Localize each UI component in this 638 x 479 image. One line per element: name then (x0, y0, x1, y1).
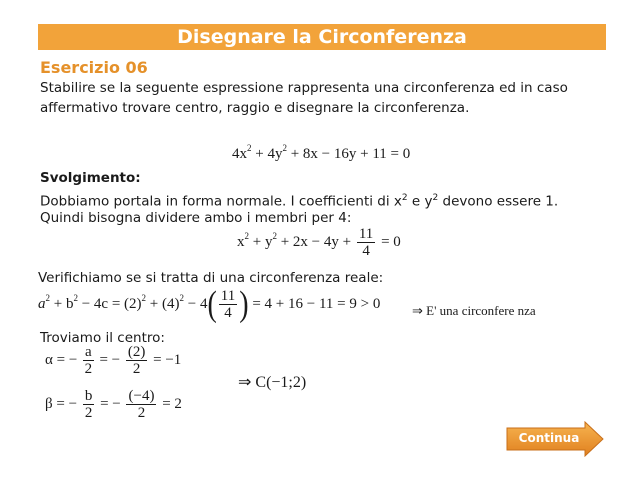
check-conclusion: ⇒ E' una circonfere nza (412, 303, 536, 318)
exercise-title: Esercizio 06 (40, 58, 148, 77)
solution-text-line2: Quindi bisogna dividere ambo i membri per 4: (40, 210, 352, 226)
solution-text-line1: Dobbiamo portala in forma normale. I coefficienti di $x^2$ e $y^2$ devono essere 1. (40, 193, 559, 210)
continue-button[interactable] (505, 421, 605, 457)
page-title: Disegnare la Circonferenza (38, 24, 606, 50)
fraction-eleven-quarters-check: $\frac{11}{4}$ (220, 288, 236, 321)
equation-general-form: $4x^2 + 4y^2 + 8x - 16y + 11 = 0$ (232, 143, 411, 162)
exercise-text-line1: Stabilire se la seguente espressione rappresenta una circonferenza ed in caso (40, 80, 568, 96)
solution-heading: Svolgimento: (40, 170, 141, 186)
continue-label: Continua (518, 431, 580, 445)
fraction-eleven-quarters: $\frac{11}{4}$ (358, 226, 374, 259)
center-result: ⇒ C(−1;2) (238, 374, 307, 391)
equation-check: $a^2 + b^2 - 4c = (2)^2 + (4)^2 - 4$( $\frac{11}{4}$ ) = 4 + 16 − 11 = 9 > 0 (38, 283, 381, 324)
exercise-text-line2: affermativo trovare centro, raggio e disegnare la circonferenza. (40, 100, 470, 116)
check-text: Verifichiamo se si tratta di una circonferenza reale: (38, 270, 384, 286)
equation-beta: β = − $\frac{b}{2}$ = − $\frac{(-4)}{2}$ = 2 (45, 388, 182, 421)
center-text: Troviamo il centro: (40, 330, 165, 346)
equation-normal-form: $x^2 + y^2 + 2x - 4y$ + $\frac{11}{4}$ = 0 (237, 226, 401, 259)
equation-alpha: α = − $\frac{a}{2}$ = − $\frac{(2)}{2}$ = −1 (45, 344, 182, 377)
